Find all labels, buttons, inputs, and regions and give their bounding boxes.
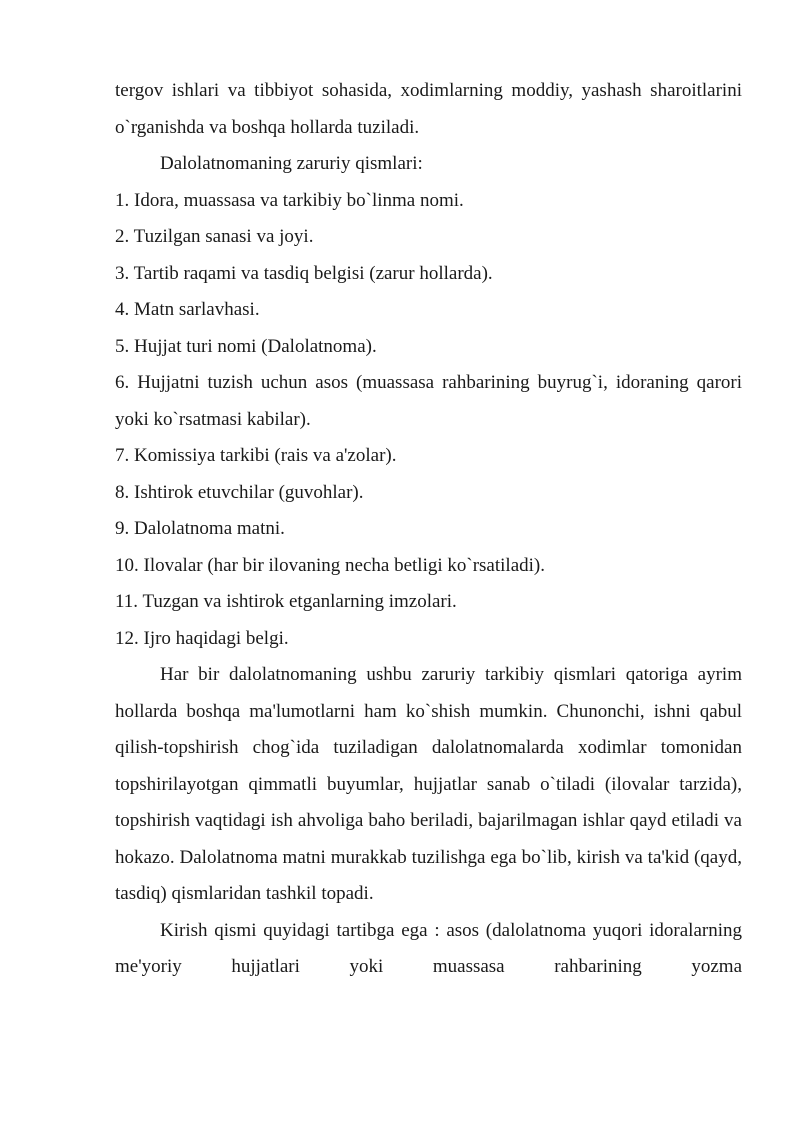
list-item: 1. Idora, muassasa va tarkibiy bo`linma nomi. (115, 189, 464, 211)
paragraph-introduction-part: Kirish qismi quyidagi tartibga ega : asos (dalolatnoma yuqori idoralarning me'yoriy hujjatlari yoki muassasa rahbarining yozma (115, 919, 742, 977)
list-item: 10. Ilovalar (har bir ilovaning necha betligi ko`rsatiladi). (115, 554, 545, 576)
continuation-paragraph: tergov ishlari va tibbiyot sohasida, xodimlarning moddiy, yashash sharoitlarini o`rganishda va boshqa hollarda tuziladi. (115, 80, 742, 138)
list-item: 3. Tartib raqami va tasdiq belgisi (zarur hollarda). (115, 262, 493, 284)
list-item: 6. Hujjatni tuzish uchun asos (muassasa rahbarining buyrug`i, idoraning qarori yoki ko`rsatmasi kabilar). (115, 372, 742, 430)
list-item: 12. Ijro haqidagi belgi. (115, 627, 289, 649)
list-item: 9. Dalolatnoma matni. (115, 518, 285, 539)
required-parts-list (115, 183, 742, 658)
list-item: 8. Ishtirok etuvchilar (guvohlar). (115, 481, 364, 503)
list-intro: Dalolatnomaning zaruriy qismlari: (160, 153, 423, 174)
list-item: 11. Tuzgan va ishtirok etganlarning imzolari. (115, 591, 457, 612)
list-item: 7. Komissiya tarkibi (rais va a'zolar). (115, 445, 397, 466)
list-item: 4. Matn sarlavhasi. (115, 299, 260, 320)
list-item: 5. Hujjat turi nomi (Dalolatnoma). (115, 335, 377, 357)
document-body (115, 73, 742, 986)
paragraph-additional-info: Har bir dalolatnomaning ushbu zaruriy tarkibiy qismlari qatoriga ayrim hollarda boshqa ma'lumotlarni ham ko`shish mumkin. Chunonchi, ishni qabul qilish-topshirish chog`ida tuziladigan dalolatnomalarda xodimlar tomonidan topshirilayotgan qimmatli buyumlar, hujjatlar sanab o`tiladi (ilovalar tarzida), topshirish vaqtidagi ish ahvoliga baho beriladi, bajarilmagan ishlar qayd etiladi va hokazo. Dalolatnoma matni murakkab tuzilishga ega bo`lib, kirish va ta'kid (qayd, tasdiq) qismlaridan tashkil topadi. (115, 664, 742, 904)
list-item: 2. Tuzilgan sanasi va joyi. (115, 226, 314, 247)
